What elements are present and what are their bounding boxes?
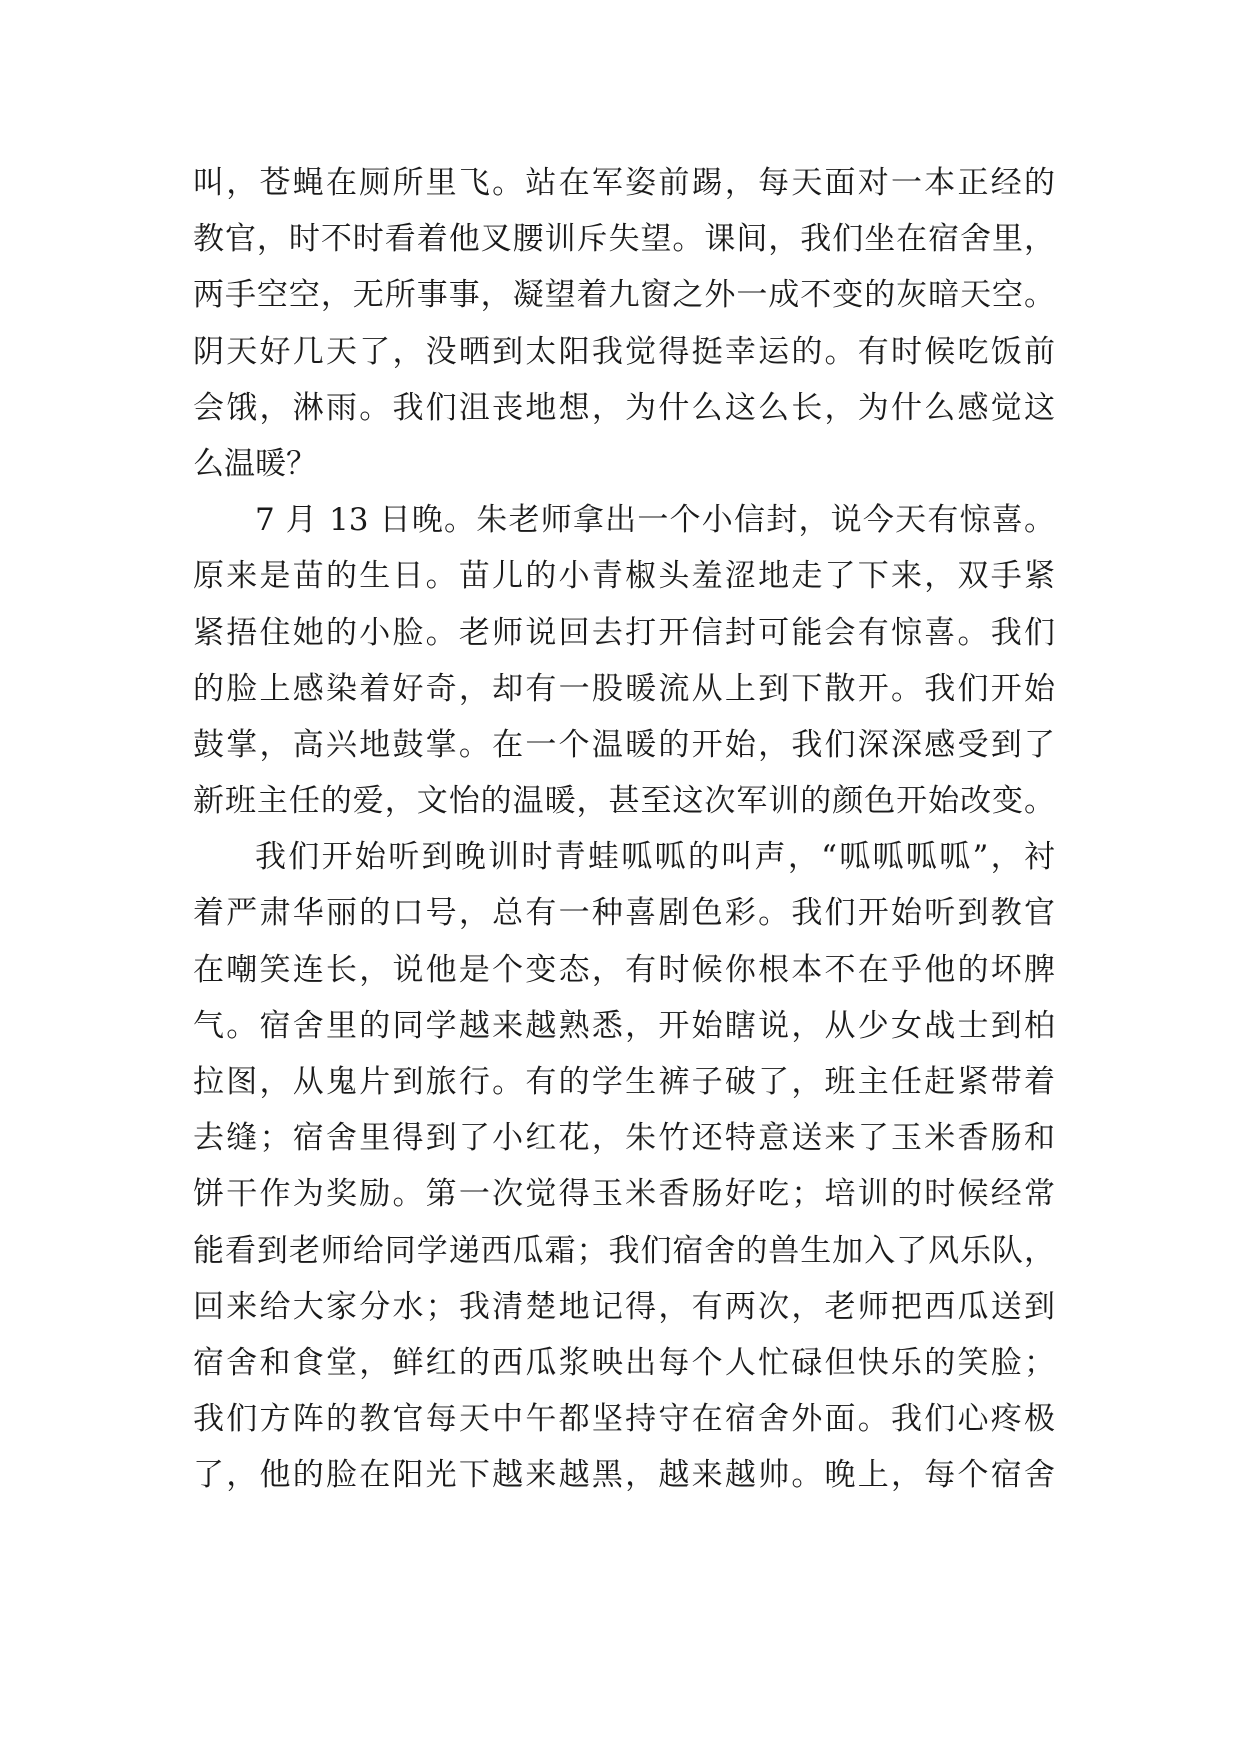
text-line: 能看到老师给同学递西瓜霜；我们宿舍的兽生加入了风乐队， <box>193 1232 1055 1269</box>
text-line: 饼干作为奖励。第一次觉得玉米香肠好吃；培训的时候经常 <box>193 1176 1055 1213</box>
text-line: 原来是苗的生日。苗儿的小青椒头羞涩地走了下来，双手紧 <box>193 558 1055 595</box>
text-line: 拉图，从鬼片到旅行。有的学生裤子破了，班主任赶紧带着 <box>193 1064 1055 1100</box>
text-line: 着严肃华丽的口号，总有一种喜剧色彩。我们开始听到教官 <box>193 895 1055 932</box>
text-line: 两手空空，无所事事，凝望着九窗之外一成不变的灰暗天空。 <box>193 277 1055 314</box>
text-line: 紧捂住她的小脸。老师说回去打开信封可能会有惊喜。我们 <box>193 614 1055 651</box>
text-line: 会饿，淋雨。我们沮丧地想，为什么这么长，为什么感觉这 <box>193 389 1055 426</box>
text-line: 在嘲笑连长，说他是个变态，有时候你根本不在乎他的坏脾 <box>193 951 1055 988</box>
text-line: 去缝；宿舍里得到了小红花，朱竹还特意送来了玉米香肠和 <box>193 1120 1055 1157</box>
text-line: 回来给大家分水；我清楚地记得，有两次，老师把西瓜送到 <box>193 1288 1055 1325</box>
text-line: 了，他的脸在阳光下越来越黑，越来越帅。晚上，每个宿舍 <box>193 1457 1055 1494</box>
text-line: 宿舍和食堂，鲜红的西瓜浆映出每个人忙碌但快乐的笑脸； <box>193 1344 1055 1381</box>
text-line: 教官，时不时看着他叉腰训斥失望。课间，我们坐在宿舍里， <box>193 221 1055 258</box>
text-line: 的脸上感染着好奇，却有一股暖流从上到下散开。我们开始 <box>193 670 1055 707</box>
text-line: 新班主任的爱，文怡的温暖，甚至这次军训的颜色开始改变。 <box>193 783 1055 820</box>
text-line: 叫，苍蝇在厕所里飞。站在军姿前踢，每天面对一本正经的 <box>193 165 1055 201</box>
text-line: 我们方阵的教官每天中午都坚持守在宿舍外面。我们心疼极 <box>193 1401 1055 1438</box>
text-line: 我们开始听到晚训时青蛙呱呱的叫声，“呱呱呱呱”，衬 <box>255 839 1055 876</box>
text-line: 阴天好几天了，没晒到太阳我觉得挺幸运的。有时候吃饭前 <box>193 333 1055 370</box>
text-line: 鼓掌，高兴地鼓掌。在一个温暖的开始，我们深深感受到了 <box>193 726 1055 763</box>
text-line: 气。宿舍里的同学越来越熟悉，开始瞎说，从少女战士到柏 <box>193 1007 1055 1044</box>
body-text <box>193 155 1055 1504</box>
text-line: 么温暖？ <box>193 445 317 482</box>
text-line: 7 月 13 日晚。朱老师拿出一个小信封，说今天有惊喜。 <box>255 502 1055 539</box>
